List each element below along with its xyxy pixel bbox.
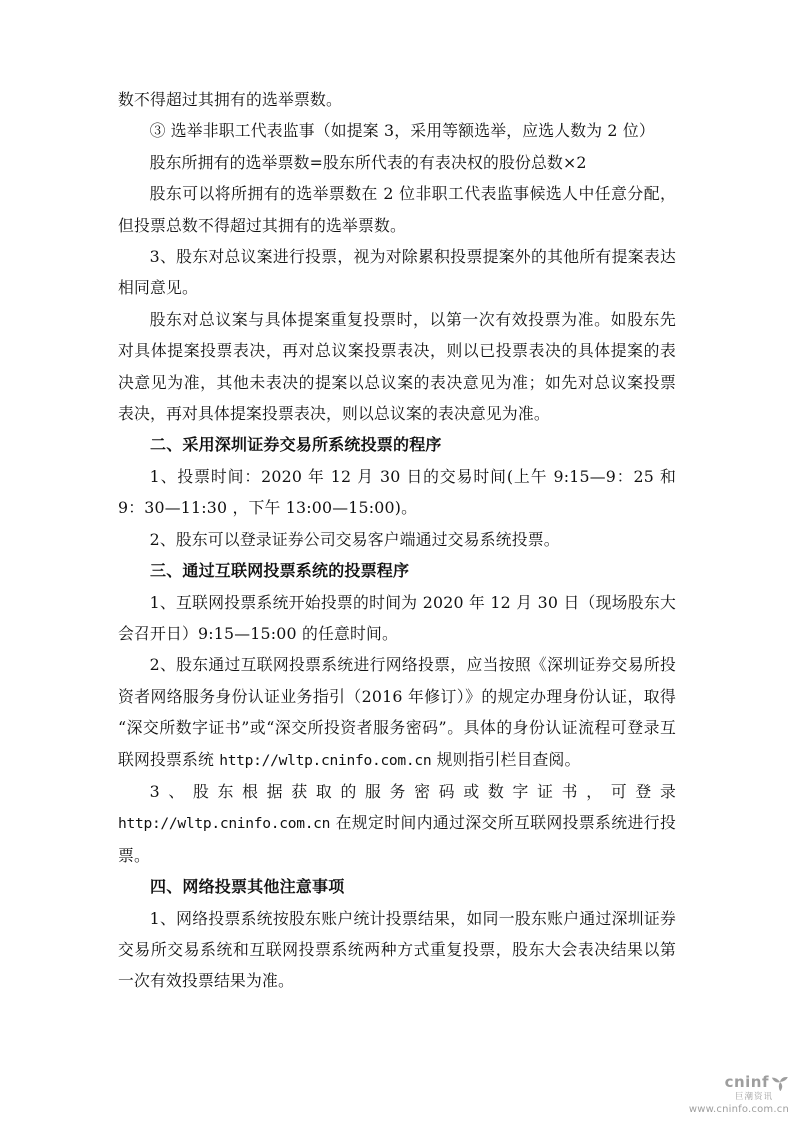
text-run: 数不得超过其拥有的选举票数。 bbox=[118, 90, 342, 109]
text-run: 二、采用深圳证券交易所系统投票的程序 bbox=[150, 435, 442, 455]
text-run: 1、投票时间：2020 年 12 月 30 日的交易时间(上午 9:15—9：25 和 9：30—11:30 ，下午 13:00—15:00)。 bbox=[118, 466, 676, 518]
text-run: 规则指引栏目查阅。 bbox=[431, 749, 581, 769]
cninfo-brand-row bbox=[669, 1073, 789, 1091]
text-run: ③ 选举非职工代表监事（如提案 3，采用等额选举，应选人数为 2 位） bbox=[149, 121, 655, 141]
paragraph bbox=[118, 178, 676, 241]
text-run: 2、股东通过互联网投票系统进行网络投票，应当按照《深圳证券交易所投资者网络服务身份认证业务指引（2016 年修订）》的规定办理身份认证，取得“深交所数字证书”或“深交所投资者服务密码”。具体的身份认证流程可登录互联网投票系统 bbox=[118, 655, 676, 769]
paragraph bbox=[118, 649, 676, 776]
cninfo-logo bbox=[669, 1073, 789, 1115]
paragraph bbox=[118, 84, 676, 115]
url-text: http://wltp.cninfo.com.cn bbox=[118, 815, 331, 833]
text-run: 3、股东根据获取的服务密码或数字证书，可登录 bbox=[149, 781, 676, 801]
text-run: 股东对总议案与具体提案重复投票时，以第一次有效投票为准。如股东先对具体提案投票表决，再对总议案投票表决，则以已投票表决的具体提案的表决意见为准，其他未表决的提案以总议案的表决意见为准；如先对总议案投票表决，再对具体提案投票表决，则以总议案的表决意见为准。 bbox=[118, 309, 676, 424]
cninfo-brand-text: cninf bbox=[724, 1072, 769, 1091]
text-run: 四、网络投票其他注意事项 bbox=[150, 877, 345, 897]
paragraph bbox=[118, 776, 676, 871]
paragraph bbox=[118, 461, 676, 524]
text-run: 股东所拥有的选举票数=股东所代表的有表决权的股份总数×2 bbox=[149, 152, 587, 172]
cninfo-website-text: www.cninfo.com.cn bbox=[688, 1103, 789, 1115]
cninfo-caption-text: 巨潮资讯 bbox=[734, 1092, 773, 1102]
paragraph bbox=[118, 304, 676, 430]
text-run: 1、互联网投票系统开始投票的时间为 2020 年 12 月 30 日（现场股东大会召开日）9:15—15:00 的任意时间。 bbox=[118, 592, 676, 643]
document-body bbox=[118, 84, 676, 997]
text-run: 1、网络投票系统按股东账户统计投票结果，如同一股东账户通过深圳证券交易所交易系统和互联网投票系统两种方式重复投票，股东大会表决结果以第一次有效投票结果为准。 bbox=[118, 908, 676, 991]
section-heading bbox=[118, 555, 676, 586]
paragraph bbox=[118, 903, 676, 997]
text-run: 股东可以将所拥有的选举票数在 2 位非职工代表监事候选人中任意分配，但投票总数不得超过其拥有的选举票数。 bbox=[118, 184, 676, 235]
cninfo-swirl-icon bbox=[771, 1073, 789, 1091]
text-run: 三、通过互联网投票系统的投票程序 bbox=[150, 561, 410, 581]
text-run: 3、股东对总议案进行投票，视为对除累积投票提案外的其他所有提案表达相同意见。 bbox=[118, 247, 676, 298]
paragraph bbox=[118, 241, 676, 304]
url-text: http://wltp.cninfo.com.cn bbox=[219, 751, 432, 769]
section-heading bbox=[118, 871, 676, 902]
text-run: 2、股东可以登录证券公司交易客户端通过交易系统投票。 bbox=[149, 529, 560, 549]
paragraph bbox=[118, 524, 676, 555]
section-heading bbox=[118, 429, 676, 460]
text-run: 在规定时间内通过深交所互联网投票系统进行投票。 bbox=[118, 813, 676, 865]
paragraph bbox=[118, 587, 676, 650]
paragraph bbox=[118, 147, 676, 178]
paragraph bbox=[118, 115, 676, 146]
